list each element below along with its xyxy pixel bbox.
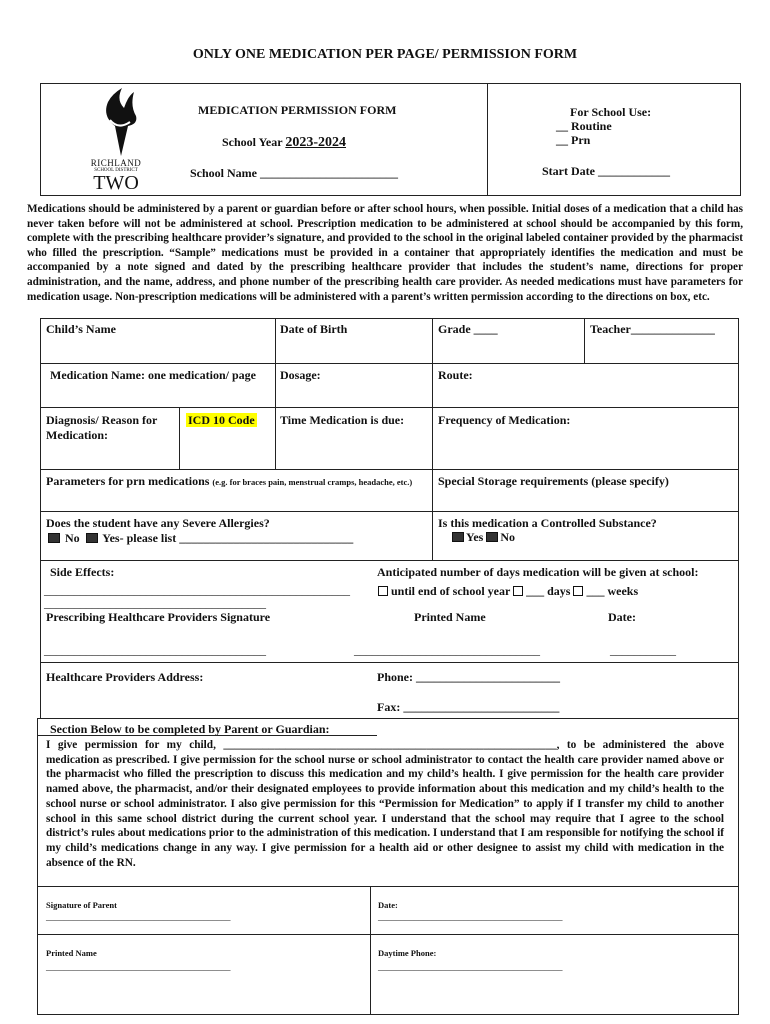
prn-option[interactable]: __ Prn xyxy=(556,133,591,147)
parent-section-heading: Section Below to be completed by Parent or Guardian: xyxy=(50,722,330,736)
fax-field[interactable]: Fax: __________________________ xyxy=(377,700,560,714)
provider-signature-line[interactable]: _____________________________________ xyxy=(44,643,266,657)
allergies-yes-list[interactable]: Yes- please list _____________________________ xyxy=(102,531,354,545)
phone-field[interactable]: Phone: ________________________ xyxy=(377,670,560,684)
side-effects-line2[interactable]: _____________________________________ xyxy=(44,596,266,610)
parent-signature-line[interactable]: _________________________________________ xyxy=(46,912,231,922)
route-field[interactable]: Route: xyxy=(438,368,473,382)
routine-option[interactable]: __ Routine xyxy=(556,119,612,133)
storage-field[interactable]: Special Storage requirements (please specify) xyxy=(438,474,669,488)
teacher-field[interactable]: Teacher______________ xyxy=(590,322,715,336)
until-end-checkbox[interactable] xyxy=(378,586,388,596)
parent-date-line[interactable]: _________________________________________ xyxy=(378,912,563,922)
days-checkbox[interactable] xyxy=(513,586,523,596)
printed-name-label: Printed Name xyxy=(414,610,486,624)
allergies-options: No Yes- please list _____________________________ xyxy=(48,531,353,545)
diagnosis-field[interactable]: Diagnosis/ Reason for Medication: xyxy=(46,413,158,442)
parent-printed-name-line[interactable]: _________________________________________ xyxy=(46,962,231,972)
child-name-field[interactable]: Child’s Name xyxy=(46,322,116,336)
daytime-phone-line[interactable]: _________________________________________ xyxy=(378,962,563,972)
side-effects-label: Side Effects: xyxy=(50,565,115,579)
start-date-field[interactable]: Start Date ____________ xyxy=(542,164,670,178)
page-title: ONLY ONE MEDICATION PER PAGE/ PERMISSION FORM xyxy=(192,47,578,62)
allergies-question: Does the student have any Severe Allergies? xyxy=(46,516,270,530)
side-effects-line1[interactable]: ___________________________________________________ xyxy=(44,583,350,597)
logo-line1: RICHLAND xyxy=(90,158,142,168)
logo-line3: TWO xyxy=(93,172,139,194)
allergies-yes-checkbox[interactable] xyxy=(86,533,98,543)
time-due-field[interactable]: Time Medication is due: xyxy=(280,413,405,427)
medication-name-field[interactable]: Medication Name: one medication/ page xyxy=(50,368,256,382)
dob-field[interactable]: Date of Birth xyxy=(280,322,348,336)
controlled-options: Yes No xyxy=(452,530,515,544)
controlled-yes-checkbox[interactable] xyxy=(452,532,464,542)
frequency-field[interactable]: Frequency of Medication: xyxy=(438,413,571,427)
school-name-field[interactable]: School Name _______________________ xyxy=(190,166,398,180)
school-year-label: School Year 2023-2024 xyxy=(222,135,347,150)
controlled-question: Is this medication a Controlled Substance? xyxy=(438,516,657,530)
days-question: Anticipated number of days medication will be given at school: xyxy=(377,565,699,579)
weeks-checkbox[interactable] xyxy=(573,586,583,596)
allergies-no-checkbox[interactable] xyxy=(48,533,60,543)
date-label: Date: xyxy=(608,610,636,624)
parent-signature-label: Signature of Parent xyxy=(46,900,117,910)
prn-parameters-field[interactable]: Parameters for prn medications (e.g. for braces pain, menstrual cramps, headache, etc.) xyxy=(46,474,413,488)
icd-code-field[interactable]: ICD 10 Code xyxy=(188,413,255,427)
for-school-use: For School Use: xyxy=(570,105,652,119)
daytime-phone-label: Daytime Phone: xyxy=(378,948,437,958)
date-line[interactable]: ___________ xyxy=(610,643,676,657)
form-title: MEDICATION PERMISSION FORM xyxy=(198,103,397,117)
parent-date-label: Date: xyxy=(378,900,398,910)
controlled-no-checkbox[interactable] xyxy=(486,532,498,542)
logo-line2: SCHOOL DISTRICT xyxy=(94,168,138,173)
district-logo xyxy=(88,86,154,192)
provider-signature-label: Prescribing Healthcare Providers Signature xyxy=(46,610,271,624)
printed-name-line[interactable]: _______________________________ xyxy=(354,643,540,657)
intro-paragraph: Medications should be administered by a parent or guardian before or after school hours, when possible. Initial doses of a medication that a child has never taken before will not be administered at school. Prescription medication to be administered at school should be accompanied by this form, complete with the prescribing healthcare provider’s signature, and provided to the school in the original labeled container provided by the pharmacist who filled the prescription. “Sample” medications must be provided in a container that appropriately identifies the medication and must be accompanied by a note signed and dated by the prescribing healthcare provider that includes the student’s name, directions for proper administration, and the name, address, and phone number of the prescribing health care provider. As needed medications must have parameters for medication usage. Non-prescription medications will be administered with a parent’s written permission according to the directions on box, etc. xyxy=(27,203,743,303)
dosage-field[interactable]: Dosage: xyxy=(280,368,321,382)
provider-address-label[interactable]: Healthcare Providers Address: xyxy=(46,670,204,684)
days-options: until end of school year ___ days ___ weeks xyxy=(378,584,638,598)
school-year-value: 2023-2024 xyxy=(285,135,347,150)
parent-permission-text: I give permission for my child, ___________________________________________________________, to be administered the above medication as prescribed. I give permission for the school nurse or school administrator to contact the health care provider named above or the pharmacist who filled the prescription to discuss this medication and my child’s health. I give permission for the health care provider named above, the pharmacist, and/or their designated employees to provide information about this medication and my child’s health to the school nurse or school administrator. I also give permission for this “Permission for Medication” to apply if I transfer my child to another school in this same school district during the current school year. I understand that the school may require that I agree to the school district’s rules about medications prior to the administration of this medication. I understand that I am responsible for notifying the school if my child’s medications change in any way. I give permission for a health aid or other designee to assist my child with medication in the absence of the RN. xyxy=(46,739,724,869)
torch-icon xyxy=(88,86,154,158)
header-divider xyxy=(487,83,488,195)
grade-field[interactable]: Grade ____ xyxy=(438,322,498,336)
parent-printed-name-label: Printed Name xyxy=(46,948,97,958)
